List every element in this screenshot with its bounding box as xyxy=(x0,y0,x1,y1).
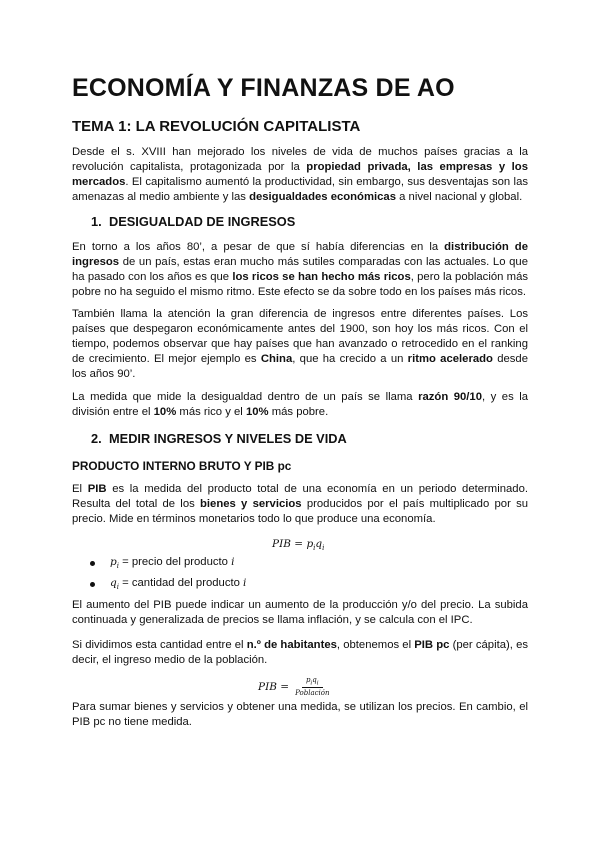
list-item: $p_i$ = precio del producto i xyxy=(90,556,246,577)
text-run: desde los años 90’. xyxy=(72,353,528,380)
text-run: es la medida del producto total de una economía en un periodo determinado. Resulta del total de los xyxy=(72,483,528,510)
bullet-icon xyxy=(90,582,95,587)
text-run: más pobre. xyxy=(268,406,329,418)
intro-paragraph xyxy=(72,145,528,205)
paragraph-inequality-3 xyxy=(72,390,528,420)
text-run: El xyxy=(72,483,88,495)
section-title: MEDIR INGRESOS Y NIVELES DE VIDA xyxy=(109,431,347,446)
bold-text: propiedad privada, las empresas y los mercados xyxy=(72,161,528,188)
section-heading-2 xyxy=(91,431,347,446)
bold-text: los ricos se han hecho más ricos xyxy=(232,271,411,283)
variable-list xyxy=(90,556,246,598)
paragraph-pib-units xyxy=(72,700,528,730)
section-number: 1. xyxy=(91,214,102,229)
bold-text: PIB pc xyxy=(414,639,450,651)
paragraph-pib-pc xyxy=(72,638,528,668)
text-run: . El capitalismo aumentó la productividad, sin embargo, sus desventajas son las amenazas al medio ambiente y las xyxy=(72,176,528,203)
bold-text: bienes y servicios xyxy=(200,498,302,510)
text-run: producidos por el país multiplicado por su precio. Mide en términos monetarios todo lo que produce una economía. xyxy=(72,498,529,525)
bold-text: China xyxy=(260,353,293,365)
text-run: La medida que mide la desigualdad dentro de un país se llama xyxy=(72,391,419,403)
text-run: En torno a los años 80’, a pesar de que sí había diferencias en la xyxy=(72,241,445,253)
text-run: , y es la división entre el xyxy=(72,391,529,418)
text-run: (per cápita), es decir, el ingreso medio de la población. xyxy=(72,639,529,666)
text-run: más rico y el xyxy=(176,406,246,418)
text-run: Desde el s. XVIII han mejorado los niveles de vida de muchos países gracias a la revolución capitalista, protagonizada por la xyxy=(72,146,528,173)
list-item: $q_i$ = cantidad del producto i xyxy=(90,577,246,598)
text-run: , obtenemos el xyxy=(336,639,415,651)
paragraph-pib-definition xyxy=(72,482,528,527)
text-run: Para sumar bienes y servicios y obtener una medida, se utilizan los precios. En cambio, el PIB pc no tiene medida. xyxy=(72,701,528,728)
text-run: El aumento del PIB puede indicar un aumento de la producción y/o del precio. La subida continuada y generalizada de precios se llama inflación, y se calcula con el IPC. xyxy=(72,599,528,626)
paragraph-inequality-2 xyxy=(72,307,528,382)
bold-text: desigualdades económicas xyxy=(249,191,396,203)
section-heading-1 xyxy=(91,214,295,229)
bold-text: PIB xyxy=(87,483,107,495)
document-title: ECONOMÍA Y FINANZAS DE AO xyxy=(72,74,455,102)
bold-text: 10% xyxy=(245,406,269,418)
text-run: También llama la atención la gran diferencia de ingresos entre diferentes países. Los países que despegaron económicamente antes del 1900, son hoy los más ricos. Con el tiempo, podemos observar que hay países que han avanzado o retrocedido en el ranking de crecimiento. El mejor ejemplo es xyxy=(72,308,528,365)
bold-text: ritmo acelerado xyxy=(407,353,493,365)
paragraph-inequality-1 xyxy=(72,240,528,300)
text-run: Si dividimos esta cantidad entre el xyxy=(72,639,247,651)
text-run: a nivel nacional y global. xyxy=(396,191,523,203)
bold-text: razón 90/10 xyxy=(418,391,482,403)
bold-text: distribución de ingresos xyxy=(72,241,528,268)
text-run: de un país, estas eran mucho más sutiles comparadas con las actuales. Lo que ha pasado con los años es que xyxy=(72,256,528,283)
bold-text: 10% xyxy=(153,406,177,418)
bold-text: n.º de habitantes xyxy=(246,639,337,651)
topic-heading: TEMA 1: LA REVOLUCIÓN CAPITALISTA xyxy=(72,118,361,135)
subsection-heading: PRODUCTO INTERNO BRUTO Y PIB pc xyxy=(72,459,292,473)
text-run: , pero la población más pobre no ha seguido el mismo ritmo. Este efecto se da sobre todo en los países más ricos. xyxy=(72,271,529,298)
paragraph-pib-increase xyxy=(72,598,528,628)
text-run: , que ha crecido a un xyxy=(292,353,408,365)
bullet-icon xyxy=(90,561,95,566)
formula-pib: PIB = $p_iq_i$ xyxy=(272,538,325,553)
formula-pib-pc: PIB = $\frac{p_iq_i}{\text{Población}}$ xyxy=(258,676,330,698)
section-title: DESIGUALDAD DE INGRESOS xyxy=(109,214,296,229)
section-number: 2. xyxy=(91,431,102,446)
